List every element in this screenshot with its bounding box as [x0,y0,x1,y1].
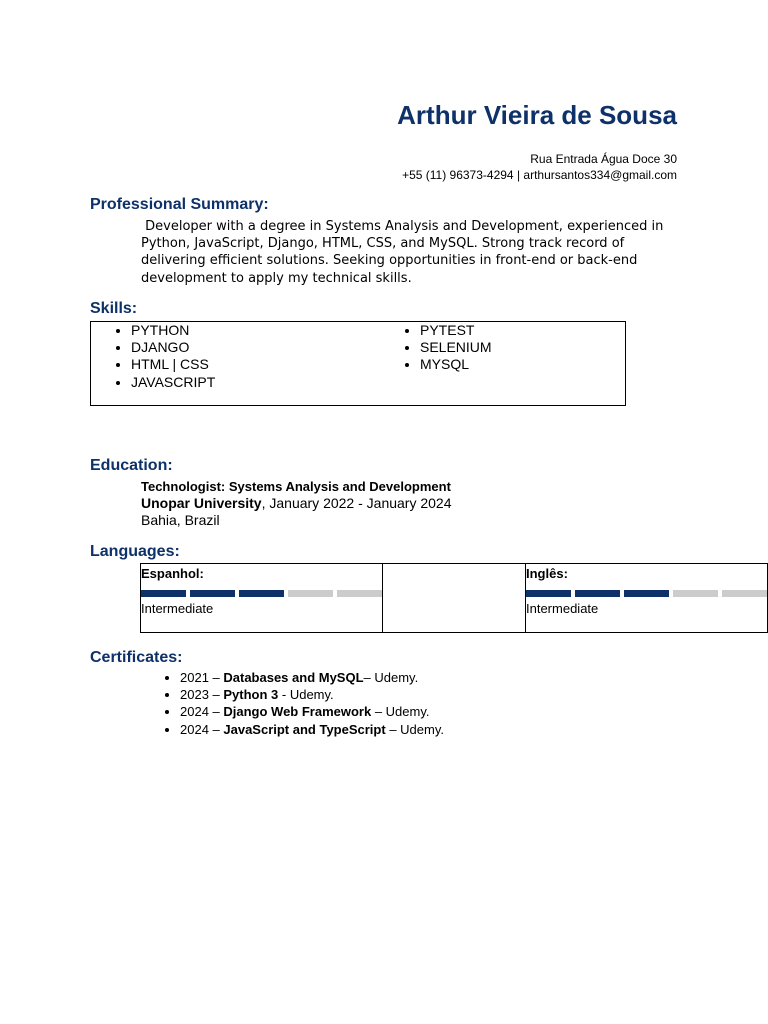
address: Rua Entrada Água Doce 30 [530,152,677,166]
skill-item: • MYSQL [420,356,492,373]
summary-title: Professional Summary: [90,196,269,213]
certificate-course: Databases and MySQL [223,670,364,685]
certificate-course: Python 3 [223,687,279,703]
certificate-item [180,721,444,738]
certificate-year: 2023 – [180,687,224,703]
contact-separator: | [513,168,524,182]
proficiency-bar [141,590,186,597]
skill-item: • HTML | CSS [131,356,215,373]
language-cell [141,564,383,633]
proficiency-bar [337,590,382,597]
language-name: Espanhol: [141,566,204,581]
education-location: Bahia, Brazil [141,512,220,529]
skills-title: Skills: [90,300,138,317]
certificate-course: Django Web Framework [223,704,372,720]
proficiency-bar [673,590,718,597]
skill-item: • JAVASCRIPT [131,374,215,391]
candidate-name: Arthur Vieira de Sousa [397,100,677,130]
proficiency-bars [141,590,382,597]
certificate-item [180,703,444,720]
proficiency-bar [239,590,284,597]
education-entry [141,478,452,530]
degree: Technologist: Systems Analysis and Development [141,479,451,494]
languages-title: Languages: [90,543,180,560]
certificates-title: Certificates: [90,649,183,666]
certificate-provider: – Udemy. [385,721,444,737]
skills-list-left [91,322,215,391]
skill-item: • PYTEST [420,322,492,339]
language-name: Inglês: [526,566,568,581]
proficiency-bar [288,590,333,597]
skills-table [90,321,626,406]
certificate-year: 2021 – [180,670,224,685]
email: arthursantos334@gmail.com [523,168,677,182]
certificates-list [140,669,444,738]
certificate-year: 2024 – [180,721,224,737]
languages-table [140,563,768,633]
institution: Unopar University [141,495,262,512]
language-level: Intermediate [141,601,214,616]
certificate-item [180,669,444,686]
institution-line [141,495,452,512]
proficiency-bar [526,590,571,597]
language-cell [526,564,768,633]
skills-list-right [380,322,492,374]
contact-line [402,168,677,182]
proficiency-bar [624,590,669,597]
skill-item: • PYTHON [131,322,215,339]
skill-item: • SELENIUM [420,339,492,356]
education-dates: , January 2022 - January 2024 [261,495,452,512]
certificate-provider: - Udemy. [278,687,334,703]
language-spacer-cell [383,564,526,633]
proficiency-bar [575,590,620,597]
language-level: Intermediate [526,601,599,616]
proficiency-bar [722,590,767,597]
certificate-provider: – Udemy. [371,704,430,720]
proficiency-bar [190,590,235,597]
certificate-year: 2024 – [180,704,224,720]
skill-item: • DJANGO [131,339,215,356]
certificate-course: JavaScript and TypeScript [223,721,386,737]
education-title: Education: [90,457,173,474]
proficiency-bars [526,590,767,597]
summary-text: Developer with a degree in Systems Analysis and Development, experienced in Python, JavaScript, Django, HTML, CSS, and MySQL. Strong track record of delivering efficient solutions. Seeking opportunities in front-end or back-end development to apply my technical skills. [141,219,668,286]
certificate-item [180,686,444,703]
phone: +55 (11) 96373-4294 [402,168,514,182]
certificate-provider: – Udemy. [363,670,419,685]
